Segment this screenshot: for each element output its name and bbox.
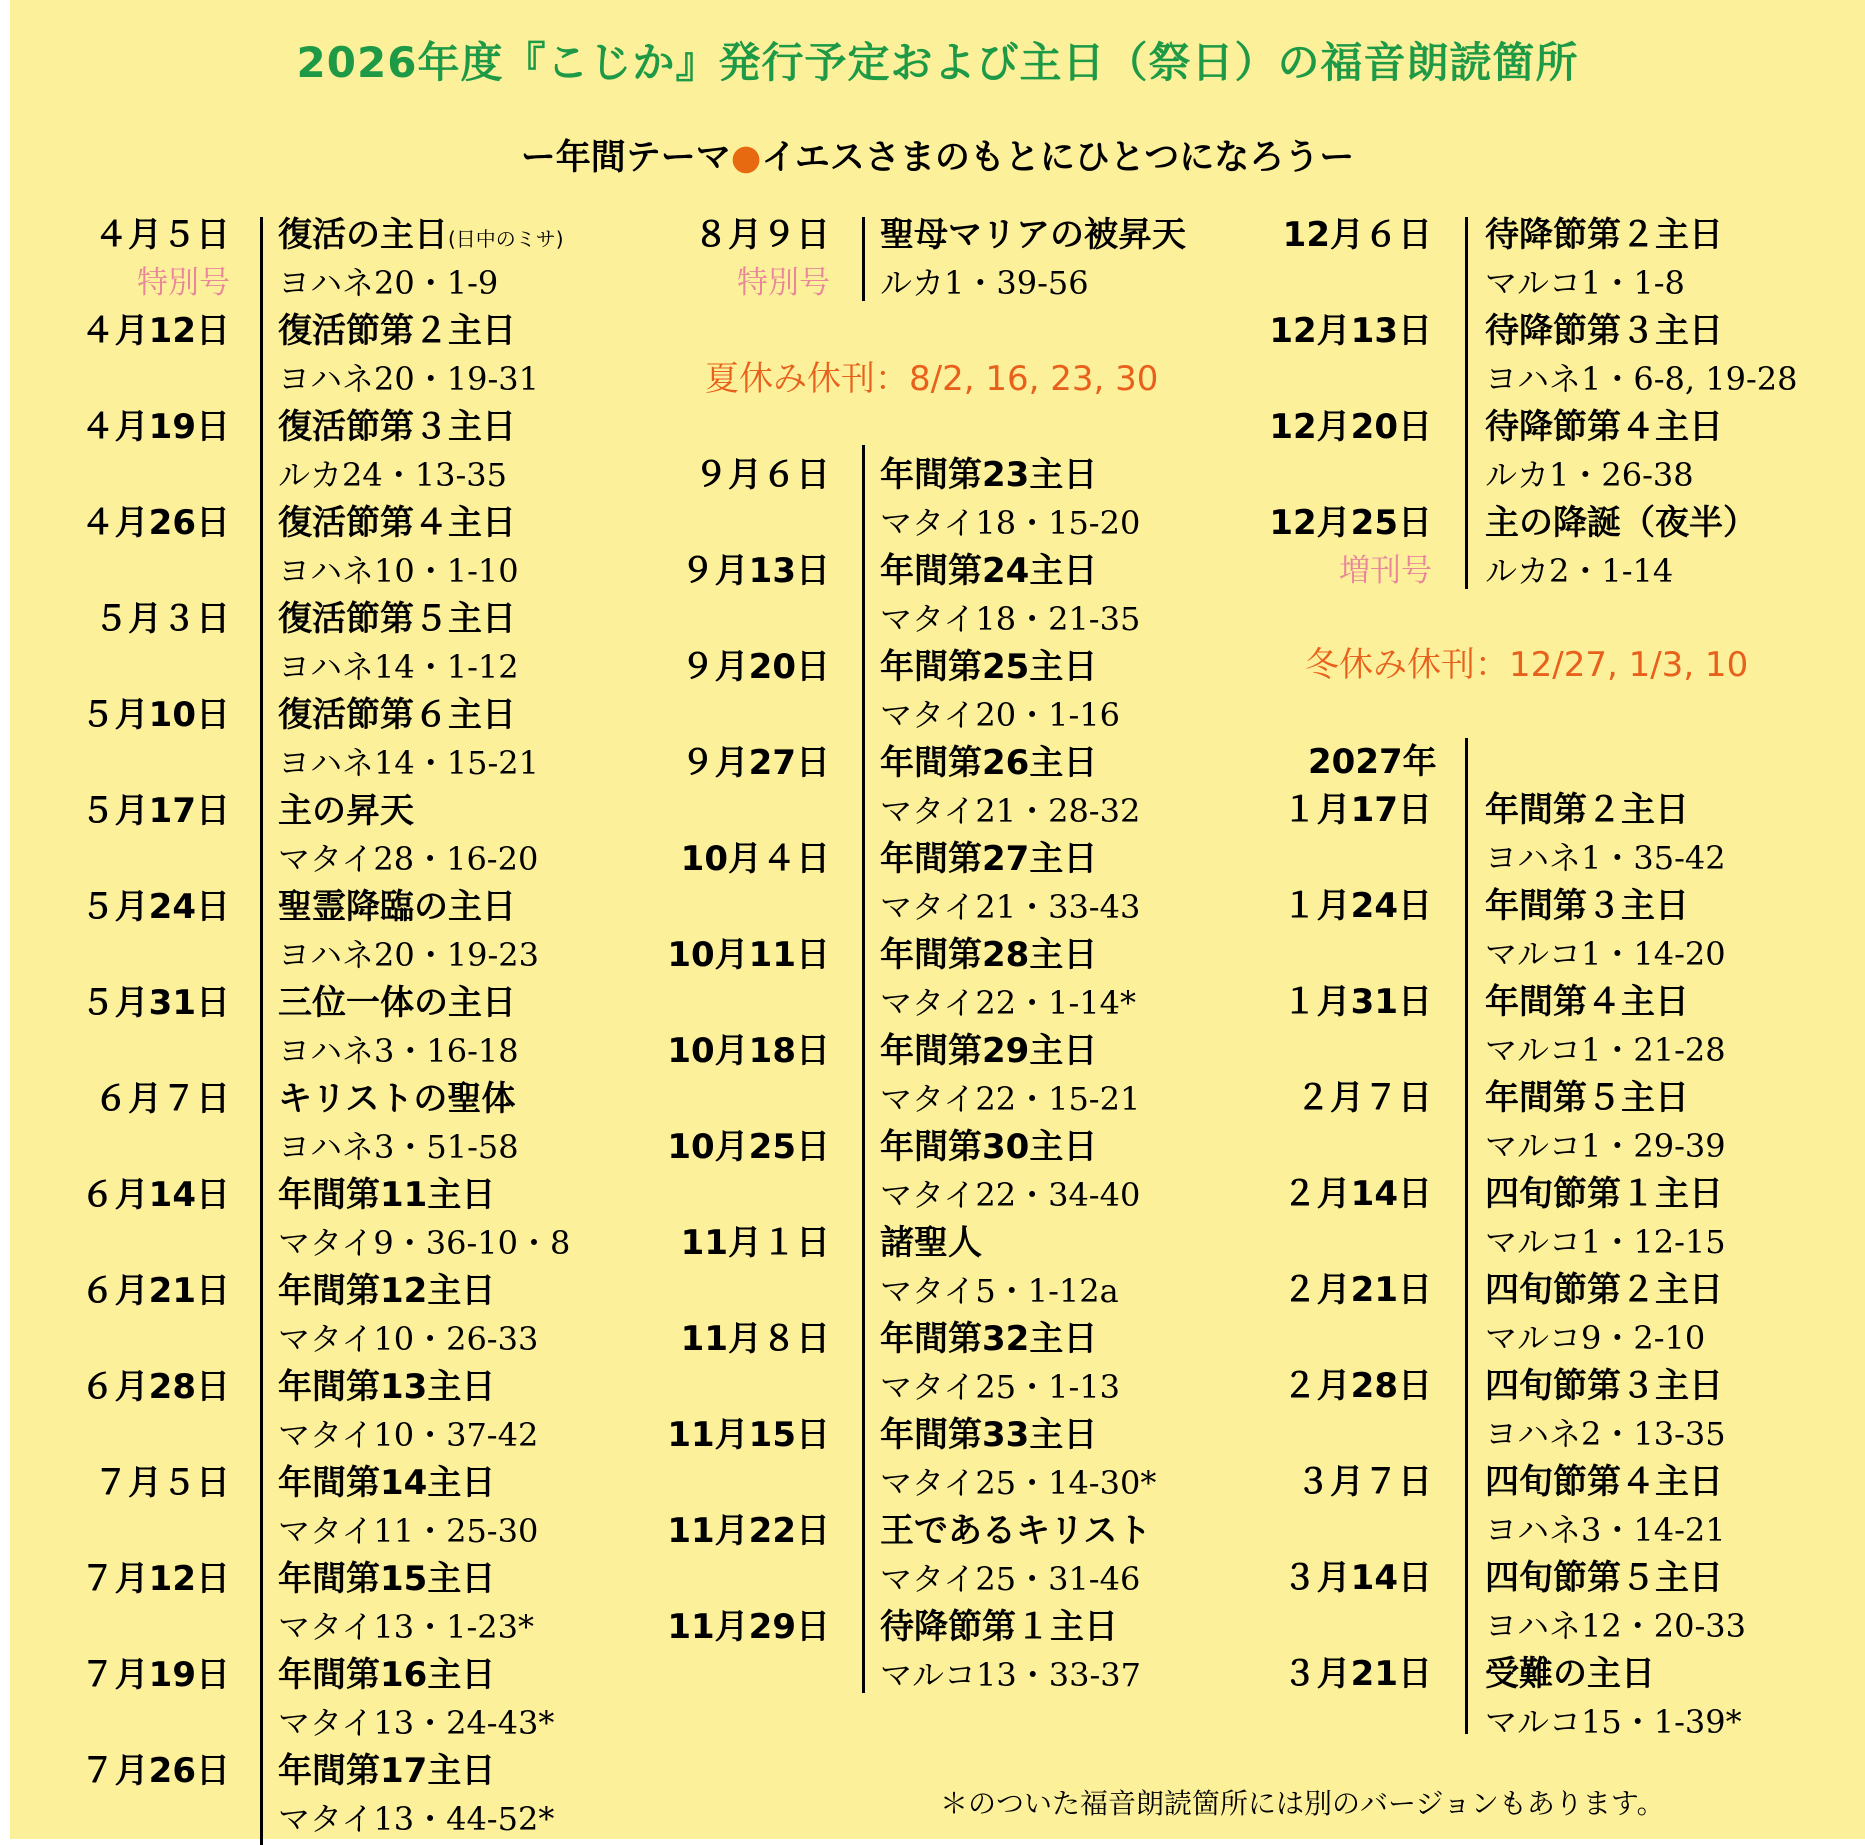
entry-feast-name: 年間第13主日 [278,1367,496,1407]
entry-feast-name: 年間第23主日 [880,455,1098,495]
entry-feast-name: 三位一体の主日 [278,983,516,1023]
entry-reading: ルカ1・26-38 [1485,456,1694,494]
entry-date: ９月６日 [694,455,830,495]
entry-reading: ヨハネ2・13-35 [1485,1415,1726,1453]
entry-date: ５月10日 [80,695,230,735]
entry-reading: ヨハネ3・14-21 [1485,1511,1726,1549]
entry-feast [278,787,414,835]
entry-feast-name: 四旬節第４主日 [1485,1462,1723,1502]
entry-feast-name: 復活節第４主日 [278,503,516,543]
footnote: ＊のついた福音朗読箇所には別のバージョンもあります。 [940,1787,1665,1820]
theme-text-before: ー年間テーマ [520,138,731,178]
entry-reading: マタイ13・44-52* [278,1800,555,1838]
entry-reading: ヨハネ20・19-31 [278,360,539,398]
entry-feast-name: 主の昇天 [278,791,414,831]
entry-date: 11月15日 [667,1415,830,1455]
entry-feast-name: キリストの聖体 [278,1079,516,1119]
entry-reading: マルコ1・29-39 [1485,1127,1726,1165]
entry-date: 11月８日 [680,1319,830,1359]
entry-feast-name: 四旬節第１主日 [1485,1174,1723,1214]
entry-feast-name: 諸聖人 [880,1223,982,1263]
entry-feast-name: 年間第11主日 [278,1175,496,1215]
entry-reading: ルカ2・1-14 [1485,552,1674,590]
entry-date: ５月31日 [80,983,230,1023]
entry-date: ４月19日 [80,407,230,447]
entry-date: ７月５日 [94,1463,230,1503]
column-divider [862,445,865,1693]
entry-date: ２月28日 [1282,1366,1432,1406]
entry-feast-name: 復活節第３主日 [278,407,516,447]
winter-break-notice: 冬休み休刊：12/27, 1/3, 10 [1305,645,1749,685]
entry-feast [1485,1554,1723,1602]
entry-feast [278,1747,495,1795]
entry-date: 12月６日 [1282,215,1432,255]
entry-reading: ヨハネ1・6-8, 19-28 [1485,360,1798,398]
entry-date: ４月５日 [94,215,230,255]
entry-date: ８月９日 [694,215,830,255]
entry-feast-name: 復活の主日 [278,215,448,255]
entry-feast-name: 主の降誕（夜半） [1485,503,1757,543]
entry-date: ４月26日 [80,503,230,543]
entry-feast [278,211,564,263]
entry-date: 10月25日 [667,1127,830,1167]
entry-feast-name: 復活節第２主日 [278,311,516,351]
entry-feast-name: 待降節第１主日 [880,1607,1118,1647]
theme-text-after: イエスさまのもとにひとつになろうー [761,138,1355,178]
entry-reading: マルコ1・12-15 [1485,1223,1726,1261]
entry-feast-name: 待降節第４主日 [1485,407,1723,447]
entry-date: ２月14日 [1282,1174,1432,1214]
entry-reading: ヨハネ14・1-12 [278,648,519,686]
entry-date: ４月12日 [80,311,230,351]
entry-reading: マタイ5・1-12a [880,1272,1119,1310]
special-issue-label: 特別号 [737,265,830,301]
special-issue-label: 増刊号 [1339,553,1432,589]
entry-reading: マタイ25・1-13 [880,1368,1120,1406]
entry-date: ６月28日 [80,1367,230,1407]
entry-reading: マタイ9・36-10・8 [278,1224,571,1262]
entry-reading: マタイ21・28-32 [880,792,1141,830]
column-divider [1465,217,1468,589]
entry-feast [1485,1266,1723,1314]
entry-feast [1485,403,1723,451]
entry-reading: マタイ25・31-46 [880,1560,1141,1598]
entry-feast-name: 年間第16主日 [278,1655,496,1695]
entry-feast [1485,499,1757,547]
entry-reading: マタイ13・24-43* [278,1704,555,1742]
entry-date: ９月20日 [680,647,830,687]
column-divider [862,217,865,301]
summer-break-notice: 夏休み休刊：8/2, 16, 23, 30 [705,359,1159,399]
entry-reading: ヨハネ12・20-33 [1485,1607,1746,1645]
entry-feast-name: 聖霊降臨の主日 [278,887,516,927]
entry-reading: ルカ24・13-35 [278,456,507,494]
entry-feast-name: 王であるキリスト [880,1511,1152,1551]
entry-feast-name: 待降節第３主日 [1485,311,1723,351]
entry-feast [278,1075,515,1123]
entry-reading: ヨハネ20・1-9 [278,264,499,302]
entry-date: 10月18日 [667,1031,830,1071]
entry-reading: マタイ11・25-30 [278,1512,539,1550]
entry-feast-name: 年間第４主日 [1485,982,1689,1022]
entry-reading: ヨハネ3・51-58 [278,1128,519,1166]
entry-reading: マタイ13・1-23* [278,1608,534,1646]
entry-reading: ヨハネ3・16-18 [278,1032,519,1070]
entry-feast [880,1507,1151,1555]
entry-reading: マルコ1・14-20 [1485,935,1726,973]
entry-feast [880,1027,1097,1075]
entry-feast-name: 年間第27主日 [880,839,1098,879]
entry-reading: マルコ15・1-39* [1485,1703,1742,1741]
entry-feast [278,1459,495,1507]
entry-feast [880,1603,1118,1651]
entry-date: 10月４日 [680,839,830,879]
entry-feast [880,1411,1097,1459]
entry-feast [1485,978,1689,1026]
entry-feast [880,451,1097,499]
entry-feast [278,595,516,643]
entry-date: １月24日 [1282,886,1432,926]
entry-feast [278,403,516,451]
entry-feast-name: 年間第29主日 [880,1031,1098,1071]
entry-reading: ヨハネ1・35-42 [1485,839,1726,877]
entry-feast [1485,1170,1723,1218]
entry-date: １月31日 [1282,982,1432,1022]
column-divider [1465,738,1468,1734]
entry-date: ６月７日 [94,1079,230,1119]
entry-feast-name: 年間第25主日 [880,647,1098,687]
annual-theme [10,130,1865,180]
entry-reading: マタイ10・26-33 [278,1320,539,1358]
entry-feast [1485,1362,1723,1410]
entry-feast-name: 復活節第６主日 [278,695,516,735]
entry-feast [1485,786,1689,834]
entry-date: ９月13日 [680,551,830,591]
entry-feast-name: 年間第２主日 [1485,790,1689,830]
entry-date: 12月20日 [1269,407,1432,447]
entry-feast [1485,1650,1655,1698]
entry-date: ９月27日 [680,743,830,783]
entry-date: ７月26日 [80,1751,230,1791]
entry-feast [880,1315,1097,1363]
schedule-sheet [10,0,1865,1839]
entry-date: 11月29日 [667,1607,830,1647]
entry-date: ２月21日 [1282,1270,1432,1310]
theme-dot-icon: ● [730,138,762,178]
entry-feast-name: 年間第28主日 [880,935,1098,975]
entry-date: ６月21日 [80,1271,230,1311]
entry-feast [880,835,1097,883]
entry-date: 11月１日 [680,1223,830,1263]
entry-feast [880,547,1097,595]
entry-reading: マタイ22・34-40 [880,1176,1141,1214]
entry-feast [278,307,516,355]
entry-feast-name: 年間第33主日 [880,1415,1098,1455]
entry-reading: マタイ28・16-20 [278,840,539,878]
entry-feast-note: (日中のミサ) [448,227,564,251]
entry-feast [880,643,1097,691]
entry-reading: マタイ22・15-21 [880,1080,1141,1118]
entry-reading: ヨハネ14・15-21 [278,744,539,782]
entry-feast [278,1171,495,1219]
special-issue-label: 特別号 [137,265,230,301]
entry-reading: ヨハネ10・1-10 [278,552,519,590]
entry-date: ５月24日 [80,887,230,927]
entry-feast-name: 四旬節第２主日 [1485,1270,1723,1310]
entry-feast [1485,1458,1723,1506]
entry-feast [880,1123,1097,1171]
entry-feast [1485,307,1723,355]
entry-feast-name: 年間第26主日 [880,743,1098,783]
entry-feast-name: 年間第17主日 [278,1751,496,1791]
entry-feast-name: 四旬節第３主日 [1485,1366,1723,1406]
entry-feast-name: 年間第32主日 [880,1319,1098,1359]
entry-date: ７月12日 [80,1559,230,1599]
entry-feast [278,979,516,1027]
entry-reading: マタイ25・14-30* [880,1464,1157,1502]
page-title: 2026年度『こじか』発行予定および主日（祭日）の福音朗読箇所 [296,38,1579,87]
entry-date: ７月19日 [80,1655,230,1695]
entry-reading: マルコ13・33-37 [880,1656,1141,1694]
entry-feast [880,931,1097,979]
entry-date: 11月22日 [667,1511,830,1551]
entry-feast [278,1555,495,1603]
entry-date: ６月14日 [80,1175,230,1215]
entry-date: 12月13日 [1269,311,1432,351]
entry-reading: マルコ1・1-8 [1485,264,1685,302]
entry-feast [880,739,1097,787]
entry-date: 12月25日 [1269,503,1432,543]
entry-reading: マタイ18・21-35 [880,600,1141,638]
entry-date: ３月21日 [1282,1654,1432,1694]
entry-feast-name: 年間第３主日 [1485,886,1689,926]
entry-feast [880,1219,982,1267]
entry-reading: マタイ18・15-20 [880,504,1141,542]
entry-feast-name: 年間第12主日 [278,1271,496,1311]
entry-feast [278,1267,495,1315]
entry-feast [1485,211,1723,259]
entry-feast-name: 受難の主日 [1485,1654,1655,1694]
year-label: 2027年 [1308,742,1437,782]
entry-reading: マタイ21・33-43 [880,888,1141,926]
entry-date: ５月17日 [80,791,230,831]
entry-date: 10月11日 [667,935,830,975]
entry-date: ２月７日 [1296,1078,1432,1118]
entry-date: ３月７日 [1296,1462,1432,1502]
entry-feast [278,499,516,547]
entry-reading: マルコ1・21-28 [1485,1031,1726,1069]
entry-reading: マタイ10・37-42 [278,1416,539,1454]
entry-feast-name: 年間第30主日 [880,1127,1098,1167]
entry-date: ５月３日 [94,599,230,639]
entry-date: ３月14日 [1282,1558,1432,1598]
entry-feast-name: 年間第24主日 [880,551,1098,591]
entry-feast [278,1363,495,1411]
entry-feast [278,883,516,931]
entry-reading: マタイ22・1-14* [880,984,1136,1022]
entry-reading: マタイ20・1-16 [880,696,1120,734]
entry-feast [880,211,1186,259]
entry-feast-name: 復活節第５主日 [278,599,516,639]
entry-feast-name: 年間第５主日 [1485,1078,1689,1118]
entry-feast-name: 年間第14主日 [278,1463,496,1503]
entry-reading: ヨハネ20・19-23 [278,936,539,974]
entry-feast [1485,1074,1689,1122]
entry-date: １月17日 [1282,790,1432,830]
entry-reading: マルコ9・2-10 [1485,1319,1706,1357]
entry-feast-name: 聖母マリアの被昇天 [880,215,1186,255]
entry-feast [278,1651,495,1699]
entry-feast-name: 待降節第２主日 [1485,215,1723,255]
entry-reading: ルカ1・39-56 [880,264,1089,302]
column-divider [260,217,263,1845]
entry-feast [1485,882,1689,930]
entry-feast-name: 四旬節第５主日 [1485,1558,1723,1598]
entry-feast-name: 年間第15主日 [278,1559,496,1599]
entry-feast [278,691,516,739]
